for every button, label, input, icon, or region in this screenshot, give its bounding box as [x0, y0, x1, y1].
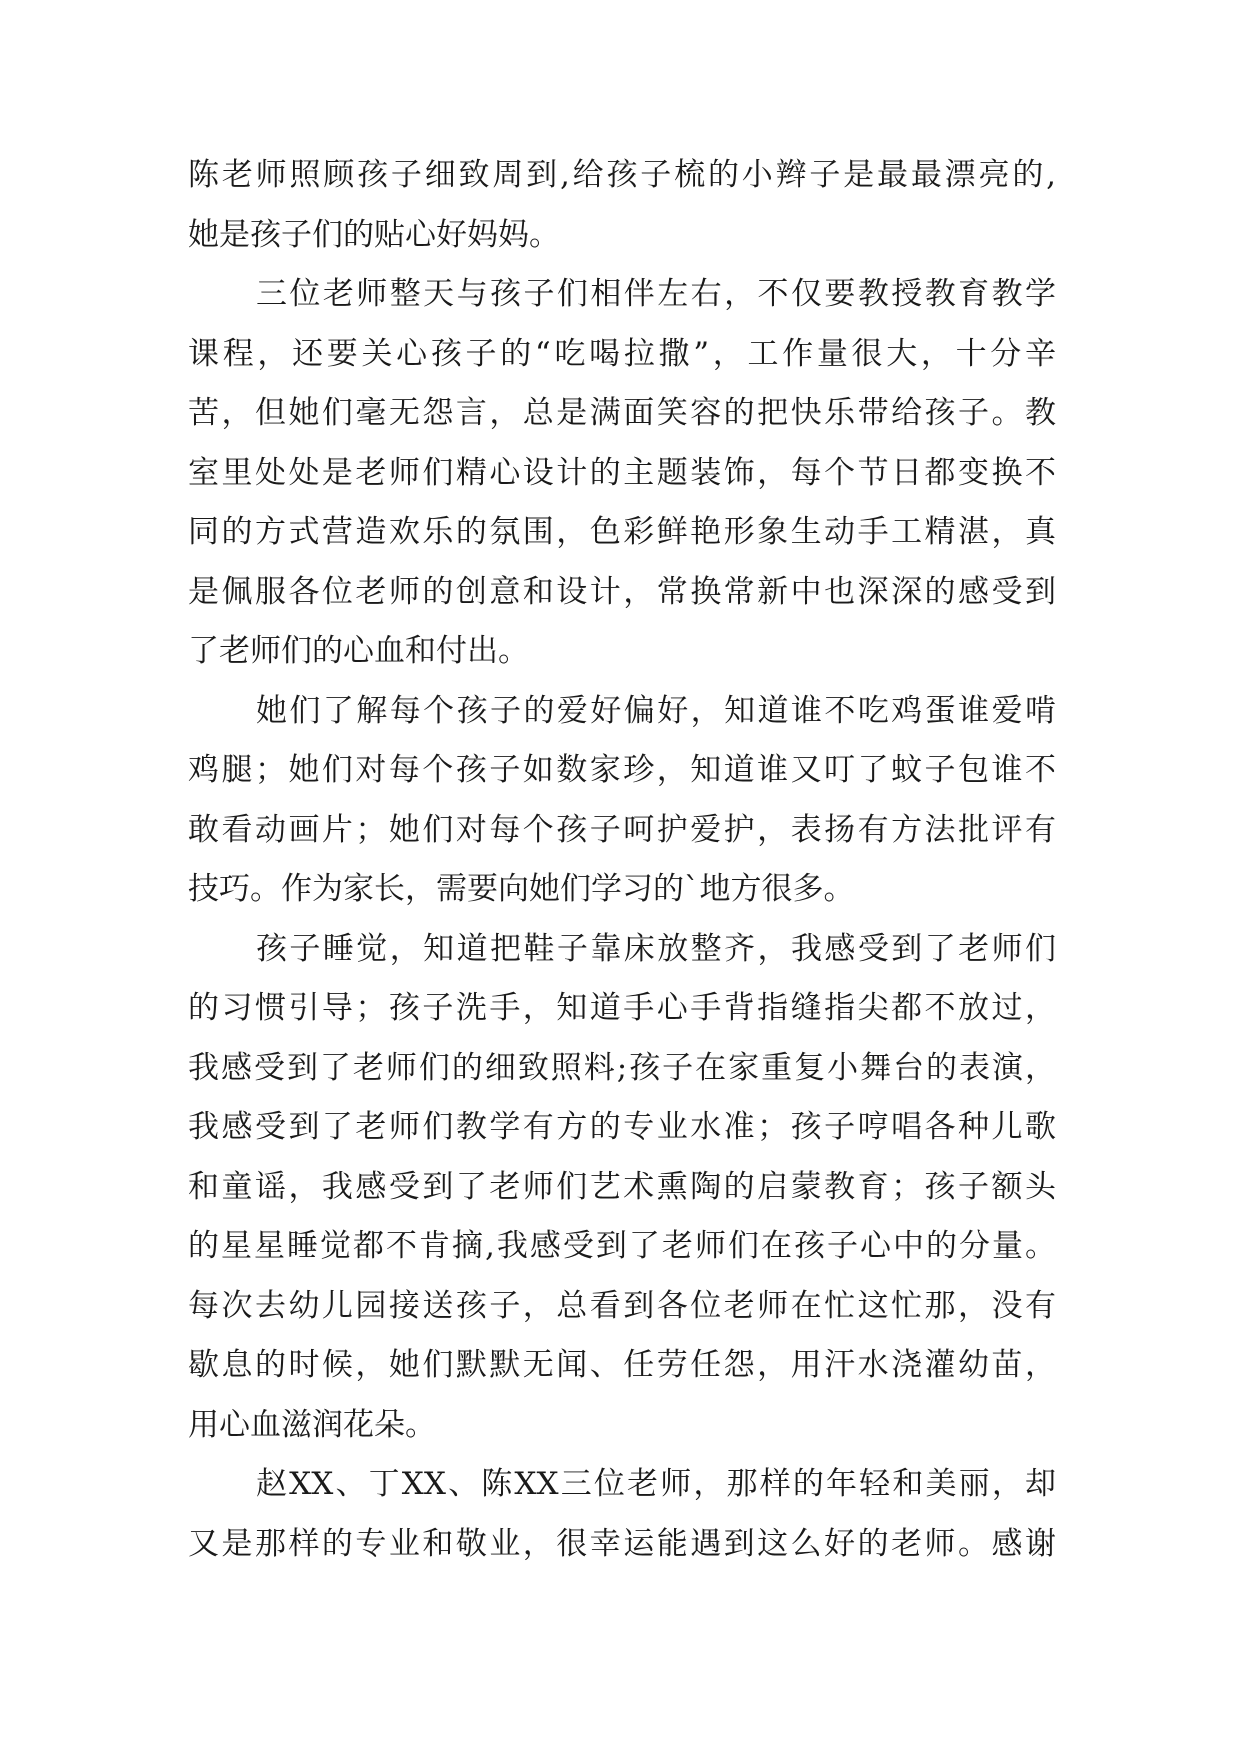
text-line: 了老师们的心血和付出。: [188, 633, 529, 669]
text-line: 苦，但她们毫无怨言，总是满面笑容的把快乐带给孩子。教: [188, 395, 1056, 431]
text-line: 的习惯引导；孩子洗手，知道手心手背指缝指尖都不放过，: [188, 990, 1056, 1026]
body-text: [188, 146, 1056, 1574]
text-line: 室里处处是老师们精心设计的主题装饰，每个节日都变换不: [188, 454, 1056, 491]
text-line: 课程，还要关心孩子的“吃喝拉撒”，工作量很大，十分辛: [188, 335, 1056, 372]
text-line: 是佩服各位老师的创意和设计，常换常新中也深深的感受到: [188, 573, 1056, 610]
text-line: 的星星睡觉都不肯摘,我感受到了老师们在孩子心中的分量。: [188, 1228, 1056, 1264]
text-line: 和童谣，我感受到了老师们艺术熏陶的启蒙教育；孩子额头: [188, 1168, 1056, 1205]
paragraph: [188, 682, 1056, 920]
paragraph: [188, 920, 1056, 1456]
text-line: 同的方式营造欢乐的氛围，色彩鲜艳形象生动手工精湛，真: [188, 514, 1056, 550]
text-line: 她们了解每个孩子的爱好偏好，知道谁不吃鸡蛋谁爱啃: [256, 692, 1056, 729]
text-line: 赵XX、丁XX、陈XX三位老师，那样的年轻和美丽，却: [256, 1466, 1056, 1502]
text-line: 技巧。作为家长，需要向她们学习的`地方很多。: [188, 871, 855, 907]
text-line: 歇息的时候，她们默默无闻、任劳任怨，用汗水浇灌幼苗，: [188, 1347, 1056, 1383]
paragraph: [188, 146, 1056, 265]
text-line: 陈老师照顾孩子细致周到,给孩子梳的小辫子是最最漂亮的,: [188, 157, 1056, 193]
text-line: 鸡腿；她们对每个孩子如数家珍，知道谁又叮了蚊子包谁不: [188, 752, 1056, 788]
text-line: 她是孩子们的贴心好妈妈。: [188, 216, 560, 253]
text-line: 我感受到了老师们教学有方的专业水准；孩子哼唱各种儿歌: [188, 1109, 1056, 1145]
text-line: 我感受到了老师们的细致照料;孩子在家重复小舞台的表演，: [188, 1049, 1056, 1086]
text-line: 用心血滋润花朵。: [188, 1406, 436, 1443]
text-line: 孩子睡觉，知道把鞋子靠床放整齐，我感受到了老师们: [256, 930, 1056, 967]
paragraph: [188, 265, 1056, 682]
text-line: 敢看动画片；她们对每个孩子呵护爱护，表扬有方法批评有: [188, 811, 1056, 848]
text-line: 三位老师整天与孩子们相伴左右，不仅要教授教育教学: [256, 276, 1056, 312]
text-line: 又是那样的专业和敬业，很幸运能遇到这么好的老师。感谢: [188, 1525, 1056, 1562]
text-line: 每次去幼儿园接送孩子，总看到各位老师在忙这忙那，没有: [188, 1287, 1056, 1324]
paragraph: [188, 1455, 1056, 1574]
